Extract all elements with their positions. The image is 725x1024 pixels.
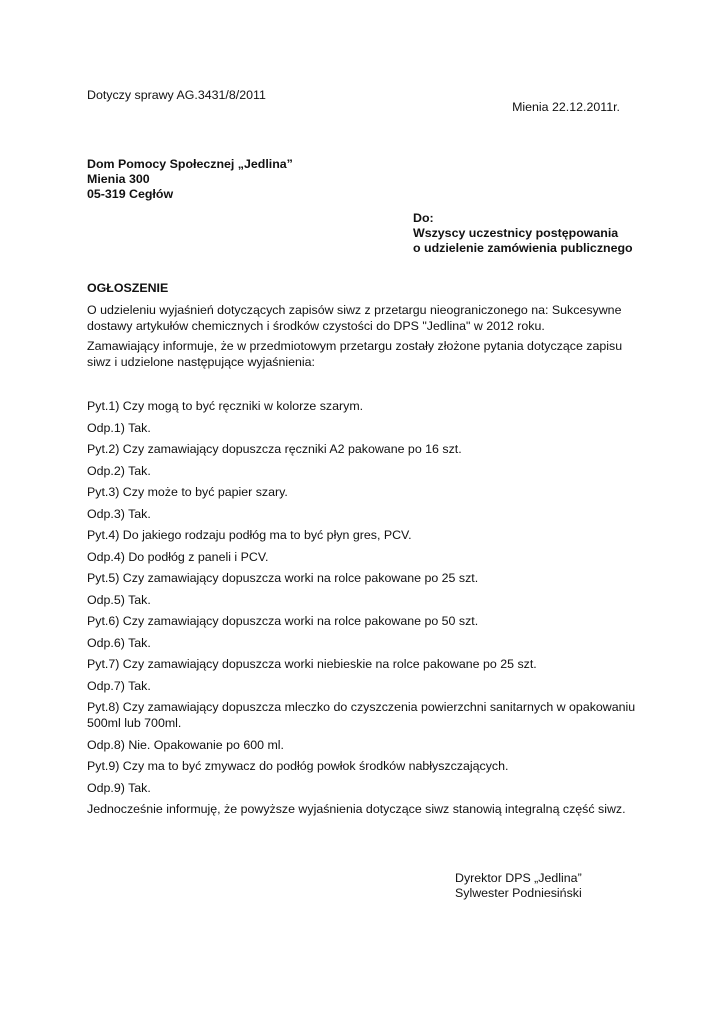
- case-reference: Dotyczy sprawy AG.3431/8/2011: [87, 88, 266, 102]
- qa-line: Odp.3) Tak.: [87, 506, 151, 521]
- sender-city: 05-319 Cegłów: [87, 187, 174, 201]
- qa-list: [87, 398, 647, 823]
- qa-line: Odp.1) Tak.: [87, 420, 151, 435]
- qa-line: Pyt.9) Czy ma to być zmywacz do podłóg powłok środków nabłyszczających.: [87, 759, 509, 773]
- qa-line: Odp.7) Tak.: [87, 678, 151, 693]
- signature-name: Sylwester Podniesiński: [455, 886, 582, 900]
- closing-statement: Jednocześnie informuję, że powyższe wyjaśnienia dotyczące siwz stanowią integralną część siwz.: [87, 802, 626, 816]
- qa-line: Pyt.6) Czy zamawiający dopuszcza worki na rolce pakowane po 50 szt.: [87, 614, 479, 628]
- qa-line: Odp.4) Do podłóg z paneli i PCV.: [87, 549, 269, 564]
- sender-name: Dom Pomocy Społecznej „Jedlina”: [87, 157, 293, 171]
- qa-line: Pyt.7) Czy zamawiający dopuszcza worki niebieskie na rolce pakowane po 25 szt.: [87, 657, 537, 671]
- intro-text-1: O udzieleniu wyjaśnień dotyczących zapisów siwz z przetargu nieograniczonego na: Sukcesywne dostawy artykułów chemicznych i środków czystości do DPS "Jedlina" w 2012 roku.: [87, 303, 622, 333]
- document-heading: OGŁOSZENIE: [87, 281, 169, 295]
- qa-line: Odp.2) Tak.: [87, 463, 151, 478]
- qa-line: Odp.5) Tak.: [87, 592, 151, 607]
- qa-line: Pyt.1) Czy mogą to być ręczniki w kolorze szarym.: [87, 399, 364, 413]
- qa-line: Odp.9) Tak.: [87, 780, 151, 795]
- qa-line: Pyt.2) Czy zamawiający dopuszcza ręczniki A2 pakowane po 16 szt.: [87, 442, 462, 456]
- recipient-line-1: Wszyscy uczestnicy postępowania: [413, 226, 619, 240]
- qa-line: Pyt.8) Czy zamawiający dopuszcza mleczko do czyszczenia powierzchni sanitarnych w opakowaniu 500ml lub 700ml.: [87, 700, 636, 730]
- qa-line: Pyt.3) Czy może to być papier szary.: [87, 485, 288, 499]
- recipient-label: Do:: [413, 211, 434, 225]
- sender-street: Mienia 300: [87, 172, 150, 186]
- recipient-line-2: o udzielenie zamówienia publicznego: [413, 241, 633, 255]
- qa-line: Pyt.4) Do jakiego rodzaju podłóg ma to być płyn gres, PCV.: [87, 528, 412, 542]
- intro-paragraph-1: [87, 302, 647, 334]
- qa-line: Odp.6) Tak.: [87, 635, 151, 650]
- signature-title: Dyrektor DPS „Jedlina”: [455, 871, 582, 885]
- intro-text-2: Zamawiający informuje, że w przedmiotowym przetargu zostały złożone pytania dotyczące zapisu siwz i udzielone następujące wyjaśnienia:: [87, 339, 623, 369]
- place-date: Mienia 22.12.2011r.: [512, 100, 620, 114]
- intro-paragraph-2: [87, 338, 647, 370]
- qa-line: Pyt.5) Czy zamawiający dopuszcza worki na rolce pakowane po 25 szt.: [87, 571, 479, 585]
- qa-line: Odp.8) Nie. Opakowanie po 600 ml.: [87, 737, 284, 752]
